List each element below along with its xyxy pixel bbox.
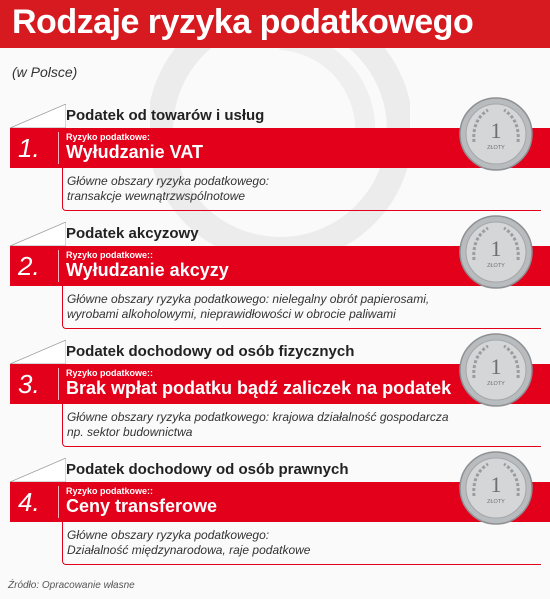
tax-name: Podatek dochodowy od osób prawnych [66,461,349,478]
source-note: Źródło: Opracowanie własne [8,580,135,591]
risk-title: Wyłudzanie akcyzy [66,260,229,280]
fold-corner-icon [10,104,66,128]
section-number: 3. [18,369,40,399]
risk-section-excise [0,222,550,334]
band-divider [58,250,59,282]
risk-section-cit [0,458,550,570]
band-divider [58,486,59,518]
tax-name: Podatek od towarów i usług [66,107,265,124]
risk-description: Główne obszary ryzyka podatkowego: Działalność międzynarodowa, raje podatkowe [67,528,311,557]
description-box [62,286,541,329]
risk-description: Główne obszary ryzyka podatkowego: krajowa działalność gospodarcza np. sektor budownictwa [67,410,449,439]
one-zloty-coin-icon [458,332,534,408]
region-subtitle: (w Polsce) [12,64,78,80]
fold-corner-icon [10,222,66,246]
coin-unit: ZŁOTY [487,263,505,269]
risk-title: Ceny transferowe [66,496,218,516]
one-zloty-coin-icon [458,214,534,290]
section-number: 1. [18,133,40,163]
risk-section-vat [0,104,550,216]
tax-name: Podatek dochodowy od osób fizycznych [66,343,355,360]
description-box [62,522,541,565]
coin-value: 1 [490,472,502,497]
section-number: 4. [18,487,40,517]
risk-label: Ryzyko podatkowe: [66,132,151,142]
risk-title: Wyłudzanie VAT [66,142,204,162]
fold-corner-icon [10,458,66,482]
one-zloty-coin-icon [458,96,534,172]
risk-label: Ryzyko podatkowe:: [66,486,154,496]
risk-label: Ryzyko podatkowe:: [66,250,154,260]
band-divider [58,132,59,164]
coin-value: 1 [490,354,502,379]
section-number: 2. [18,251,40,281]
one-zloty-coin-icon [458,450,534,526]
band-divider [58,368,59,400]
risk-title: Brak wpłat podatku bądź zaliczek na podatek [66,378,452,398]
coin-value: 1 [490,118,502,143]
page-title: Rodzaje ryzyka podatkowego [12,3,474,41]
coin-unit: ZŁOTY [487,145,505,151]
coin-unit: ZŁOTY [487,381,505,387]
risk-description: Główne obszary ryzyka podatkowego: transakcje wewnątrzwspólnotowe [67,174,270,203]
risk-section-pit [0,340,550,452]
tax-name: Podatek akcyzowy [66,225,199,242]
description-box [62,404,541,447]
header-bar [0,0,550,48]
risk-label: Ryzyko podatkowe:: [66,368,154,378]
risk-description: Główne obszary ryzyka podatkowego: nielegalny obrót papierosami, wyrobami alkoholowymi, nieprawidłowości w obrocie paliwami [67,292,430,321]
coin-value: 1 [490,236,502,261]
coin-unit: ZŁOTY [487,499,505,505]
fold-corner-icon [10,340,66,364]
description-box [62,168,541,211]
